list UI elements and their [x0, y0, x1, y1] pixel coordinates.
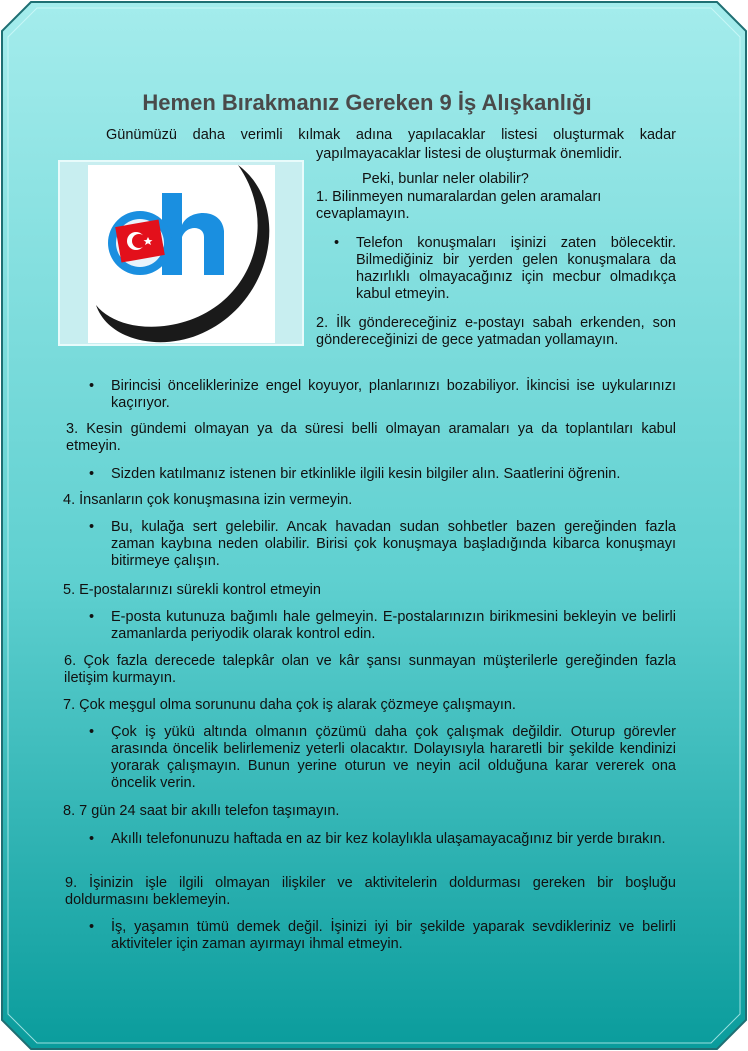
- intro-text-line1: Günümüzü daha verimli kılmak adına yapılacaklar listesi oluşturmak kadar: [106, 127, 676, 143]
- item9-heading: [65, 875, 676, 909]
- item4-heading: 4. İnsanların çok konuşmasına izin vermeyin.: [63, 492, 353, 508]
- item1-bullet-text: Telefon konuşmaları işinizi zaten bölecektir. Bilmediğiniz bir yerden gelen konuşmalara da hazırlıklı olmayacağınız için mecbur olmadıkça kabul etmeyin.: [356, 235, 676, 302]
- item4-bullet-text: Bu, kulağa sert gelebilir. Ancak havadan sudan sohbetler bazen gereğinden fazla zaman kaybına neden olabilir. Birisi çok konuşmaya başladığında kibarca konuşmayı bitirmeye çalışın.: [111, 519, 676, 569]
- item8-heading: 8. 7 gün 24 saat bir akıllı telefon taşımayın.: [63, 803, 340, 819]
- intro-text-line2: yapılmayacaklar listesi de oluşturmak önemlidir.: [316, 146, 623, 162]
- item6-heading: [64, 653, 676, 687]
- item6-heading-text: 6. Çok fazla derecede talepkâr olan ve kâr şansı sunmayan müşterilerle gereğinden fazla iletişim kurmayın.: [64, 653, 676, 686]
- item7-heading: 7. Çok meşgul olma sorununu daha çok iş alarak çözmeye çalışmayın.: [63, 697, 516, 713]
- item9-heading-text: 9. İşinizin işle ilgili olmayan ilişkiler ve aktivitelerin doldurması gereken bir boşluğu doldurmasını beklemeyin.: [65, 875, 676, 908]
- item3-heading-text: 3. Kesin gündemi olmayan ya da süresi belli olmayan aramaları ya da toplantıları kabul etmeyin.: [66, 421, 676, 454]
- bullet-dot: •: [89, 466, 95, 482]
- item5-bullet-text: E-posta kutunuza bağımlı hale gelmeyin. E-postalarınızın birikmesini bekleyin ve belirli zamanlarda periyodik olarak kontrol edin.: [111, 609, 676, 642]
- item9-bullet: [89, 919, 676, 953]
- item5-bullet: [89, 609, 676, 643]
- oh-logo-icon: [88, 165, 275, 343]
- item5-heading: 5. E-postalarınızı sürekli kontrol etmeyin: [63, 582, 321, 598]
- item3-heading: [66, 421, 676, 455]
- bullet-dot: •: [89, 919, 95, 935]
- bullet-dot: •: [89, 519, 95, 535]
- item2-heading-text: 2. İlk göndereceğiniz e-postayı sabah erkenden, son göndereceğinizi de gece yatmadan yollamayın.: [316, 315, 676, 348]
- item2-bullet-text: Birincisi önceliklerinize engel koyuyor, planlarınızı bozabiliyor. İkincisi ise uykularınızı kaçırıyor.: [111, 378, 676, 411]
- bullet-dot: •: [89, 378, 95, 394]
- item9-bullet-text: İş, yaşamın tümü demek değil. İşinizi iyi bir şekilde yaparak sevdikleriniz ve belirli aktiviteler için zaman ayırmayı ihmal etmeyin.: [111, 919, 676, 952]
- item1-bullet: [334, 235, 676, 303]
- bullet-dot: •: [89, 609, 95, 625]
- item8-bullet: [89, 831, 676, 848]
- item7-bullet-text: Çok iş yükü altında olmanın çözümü daha çok çalışmak değildir. Oturup görevler arasında öncelik belirlemeniz yeterli olacaktır. Dolayısıyla hararetli bir şekilde kendinizi yorarak çalışmayın. Bunun yerine oturun ve neyin acil olduğuna karar vererek ona öncelik verin.: [111, 724, 676, 791]
- item1-heading-line1: 1. Bilinmeyen numaralardan gelen aramaları: [316, 189, 602, 205]
- item4-bullet: [89, 519, 676, 570]
- item3-bullet-text: Sizden katılmanız istenen bir etkinlikle ilgili kesin bilgiler alın. Saatlerini öğrenin.: [111, 466, 621, 482]
- item3-bullet: [89, 466, 676, 483]
- question-text: Peki, bunlar neler olabilir?: [362, 171, 529, 187]
- item7-bullet: [89, 724, 676, 792]
- page-title: Hemen Bırakmanız Gereken 9 İş Alışkanlığı: [142, 90, 592, 115]
- bullet-dot: •: [89, 724, 95, 740]
- item2-bullet: [89, 378, 676, 412]
- bullet-dot: •: [334, 235, 340, 251]
- item2-heading: [316, 315, 676, 349]
- item1-heading-line2: cevaplamayın.: [316, 206, 410, 222]
- logo: [88, 165, 275, 343]
- bullet-dot: •: [89, 831, 95, 847]
- item8-bullet-text: Akıllı telefonunuzu haftada en az bir kez kolaylıkla ulaşamayacağınız bir yerde bırakın.: [111, 831, 666, 847]
